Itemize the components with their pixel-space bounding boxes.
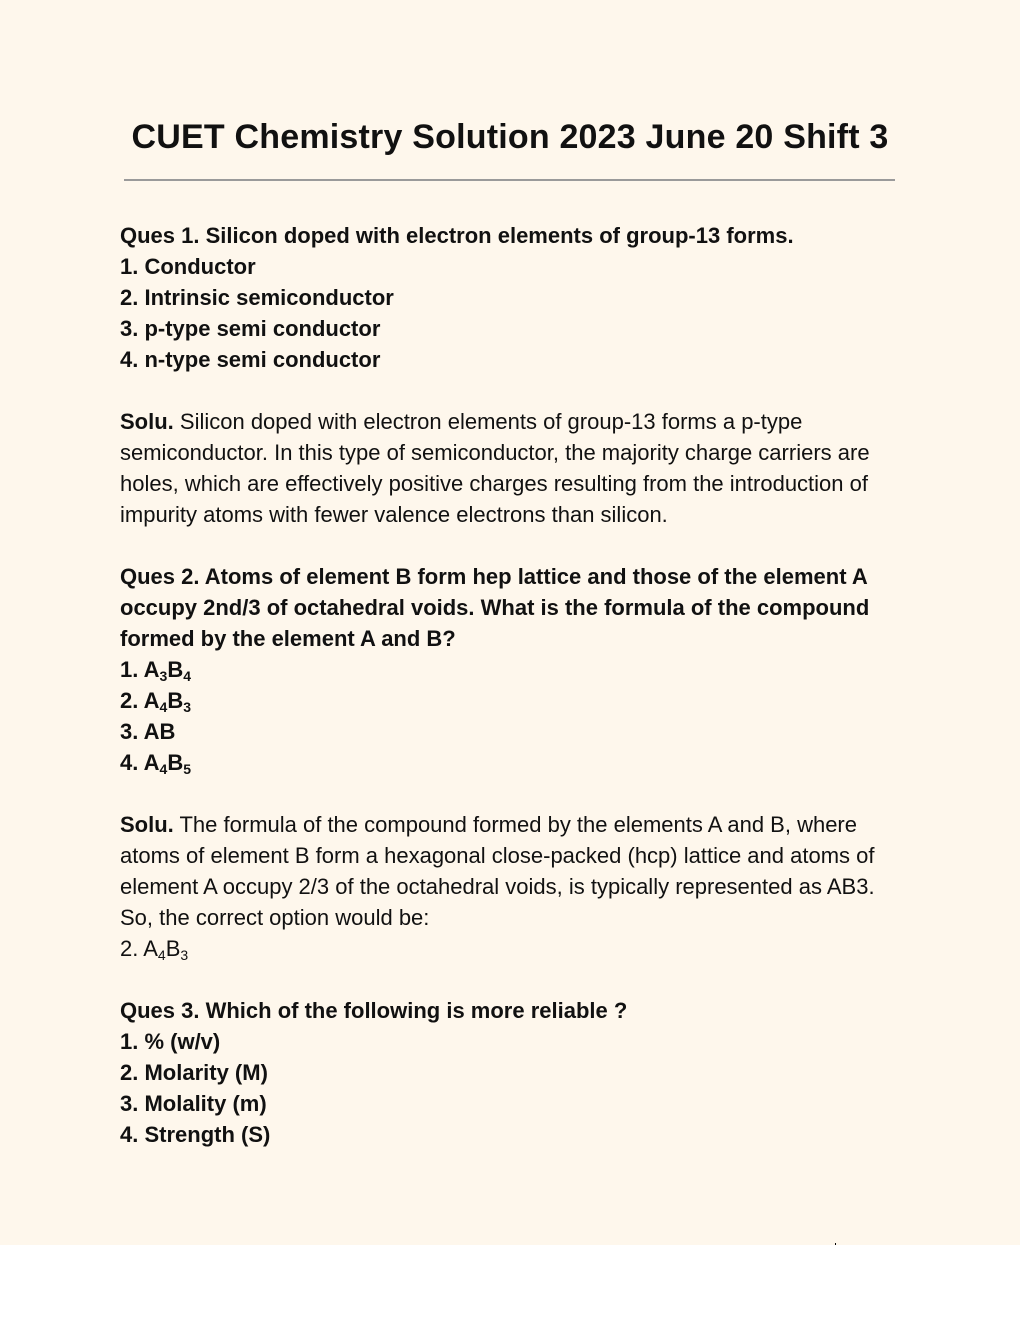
option-item [120, 1088, 910, 1119]
text-segment: 3. Molality (m) [120, 1091, 267, 1116]
option-item [120, 282, 910, 313]
solution-label: Solu. [120, 409, 174, 434]
title-divider [124, 179, 895, 181]
option-item [120, 1026, 910, 1057]
solution-text [120, 809, 910, 933]
solution-body: Silicon doped with electron elements of group-13 forms a p-type semiconductor. In this type of semiconductor, the majority charge carriers are holes, which are effectively positive charges resulting from the introduction of impurity atoms with fewer valence electrons than silicon. [120, 409, 870, 527]
subscript: 4 [157, 947, 166, 963]
option-item [120, 251, 910, 282]
text-segment: B [167, 688, 184, 713]
question-block [120, 561, 910, 964]
option-item [120, 747, 910, 778]
solution-text [120, 406, 910, 530]
text-segment: 3. AB [120, 719, 176, 744]
page-title: CUET Chemistry Solution 2023 June 20 Shift 3 [131, 118, 889, 156]
question-block [120, 995, 910, 1150]
text-segment: B [167, 657, 184, 682]
option-item [120, 654, 910, 685]
subscript: 4 [159, 699, 168, 715]
text-segment: 2. A [120, 688, 160, 713]
text-segment: 1. A [120, 657, 160, 682]
text-segment: 1. % (w/v) [120, 1029, 221, 1054]
text-segment: B [167, 750, 184, 775]
subscript: 3 [159, 668, 168, 684]
text-segment: 2. Intrinsic semiconductor [120, 285, 394, 310]
text-segment: 4. Strength (S) [120, 1122, 271, 1147]
subscript: 3 [180, 947, 189, 963]
option-item [120, 344, 910, 375]
subscript: 4 [183, 668, 192, 684]
solution-label: Solu. [120, 812, 174, 837]
subscript: 3 [183, 699, 192, 715]
page-mark [835, 1243, 836, 1245]
text-segment: 2. Molarity (M) [120, 1060, 268, 1085]
subscript: 5 [183, 761, 192, 777]
option-item [120, 685, 910, 716]
text-segment: B [165, 936, 181, 961]
text-segment: 2. A [120, 936, 158, 961]
solution-body: The formula of the compound formed by the elements A and B, where atoms of element B form a hexagonal close-packed (hcp) lattice and atoms of element A occupy 2/3 of the octahedral voids, is typically represented as AB3. So, the correct option would be: [120, 812, 875, 930]
solution-answer [120, 933, 910, 964]
option-item [120, 313, 910, 344]
text-segment: 3. p-type semi conductor [120, 316, 381, 341]
text-segment: 4. A [120, 750, 160, 775]
question-text: Ques 3. Which of the following is more reliable ? [120, 998, 628, 1023]
questions-content [120, 220, 910, 1181]
question-text: Ques 1. Silicon doped with electron elements of group-13 forms. [120, 223, 794, 248]
subscript: 4 [159, 761, 168, 777]
question-text: Ques 2. Atoms of element B form hep lattice and those of the element A occupy 2nd/3 of octahedral voids. What is the formula of the compound formed by the element A and B? [120, 564, 870, 651]
question-block [120, 220, 910, 530]
text-segment: 4. n-type semi conductor [120, 347, 381, 372]
option-item [120, 1057, 910, 1088]
option-item [120, 716, 910, 747]
text-segment: 1. Conductor [120, 254, 256, 279]
option-item [120, 1119, 910, 1150]
